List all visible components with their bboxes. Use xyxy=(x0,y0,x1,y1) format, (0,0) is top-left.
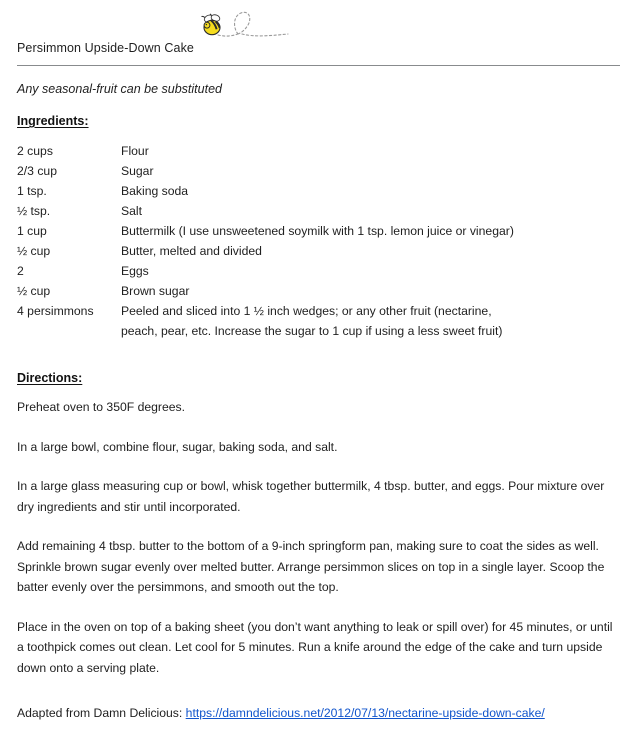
ingredient-amount: 2/3 cup xyxy=(17,164,57,178)
ingredient-amount: 2 xyxy=(17,264,24,278)
table-row xyxy=(17,301,514,341)
title-divider xyxy=(17,65,620,66)
direction-step: Preheat oven to 350F degrees. xyxy=(17,400,186,414)
ingredient-name: Brown sugar xyxy=(121,284,190,298)
table-row xyxy=(17,261,514,281)
ingredient-amount: 2 cups xyxy=(17,144,53,158)
table-row xyxy=(17,181,514,201)
ingredient-name-line1: Peeled and sliced into 1 ½ inch wedges; or any other fruit (nectarine, xyxy=(121,304,492,318)
direction-step: In a large glass measuring cup or bowl, whisk together buttermilk, 4 tbsp. butter, and eggs. Pour mixture over dry ingredients and stir until incorporated. xyxy=(17,479,605,514)
ingredient-amount: 1 tsp. xyxy=(17,184,47,198)
recipe-subtitle: Any seasonal-fruit can be substituted xyxy=(17,82,222,96)
directions-heading: Directions: xyxy=(17,371,83,385)
ingredients-heading: Ingredients: xyxy=(17,114,89,128)
ingredient-name: Baking soda xyxy=(121,184,189,198)
table-row xyxy=(17,201,514,221)
ingredient-name-line2: peach, pear, etc. Increase the sugar to 1 cup if using a less sweet fruit) xyxy=(121,324,503,338)
ingredient-amount: ½ cup xyxy=(17,244,51,258)
direction-step: In a large bowl, combine flour, sugar, baking soda, and salt. xyxy=(17,439,338,454)
ingredient-amount: ½ tsp. xyxy=(17,204,51,218)
page-title: Persimmon Upside-Down Cake xyxy=(17,41,194,55)
ingredient-amount: ½ cup xyxy=(17,284,51,298)
ingredient-amount: 4 persimmons xyxy=(17,304,94,318)
attribution xyxy=(17,703,545,723)
table-row xyxy=(17,281,514,301)
ingredient-name: Salt xyxy=(121,204,143,218)
table-row xyxy=(17,161,514,181)
direction-step: Place in the oven on top of a baking sheet (you don’t want anything to leak or spill over) for 45 minutes, or until a toothpick comes out clean. Let cool for 5 minutes. Run a knife around the edge of the cake and turn upside down onto a serving plate. xyxy=(17,619,613,675)
table-row xyxy=(17,221,514,241)
ingredient-name: Buttermilk (I use unsweetened soymilk with 1 tsp. lemon juice or vinegar) xyxy=(121,224,514,238)
table-row xyxy=(17,141,514,161)
ingredient-name: Sugar xyxy=(121,164,154,178)
ingredient-name: Flour xyxy=(121,144,149,158)
ingredient-name: Butter, melted and divided xyxy=(121,244,262,258)
table-row xyxy=(17,241,514,261)
bee-icon xyxy=(196,6,296,46)
ingredient-name xyxy=(121,301,514,341)
source-recipe-link[interactable]: https://damndelicious.net/2012/07/13/nectarine-upside-down-cake/ xyxy=(185,706,545,720)
attribution-prefix: Adapted from Damn Delicious: xyxy=(17,706,186,720)
direction-step: Add remaining 4 tbsp. butter to the bottom of a 9-inch springform pan, making sure to coat the sides as well. Sprinkle brown sugar evenly over melted butter. Arrange persimmon slices on top in a single layer. Scoop the batter evenly over the persimmons, and smooth out the top. xyxy=(17,539,605,594)
ingredient-name: Eggs xyxy=(121,264,149,278)
ingredient-amount: 1 cup xyxy=(17,224,47,238)
ingredients-table xyxy=(17,141,514,341)
directions-body xyxy=(17,397,617,697)
